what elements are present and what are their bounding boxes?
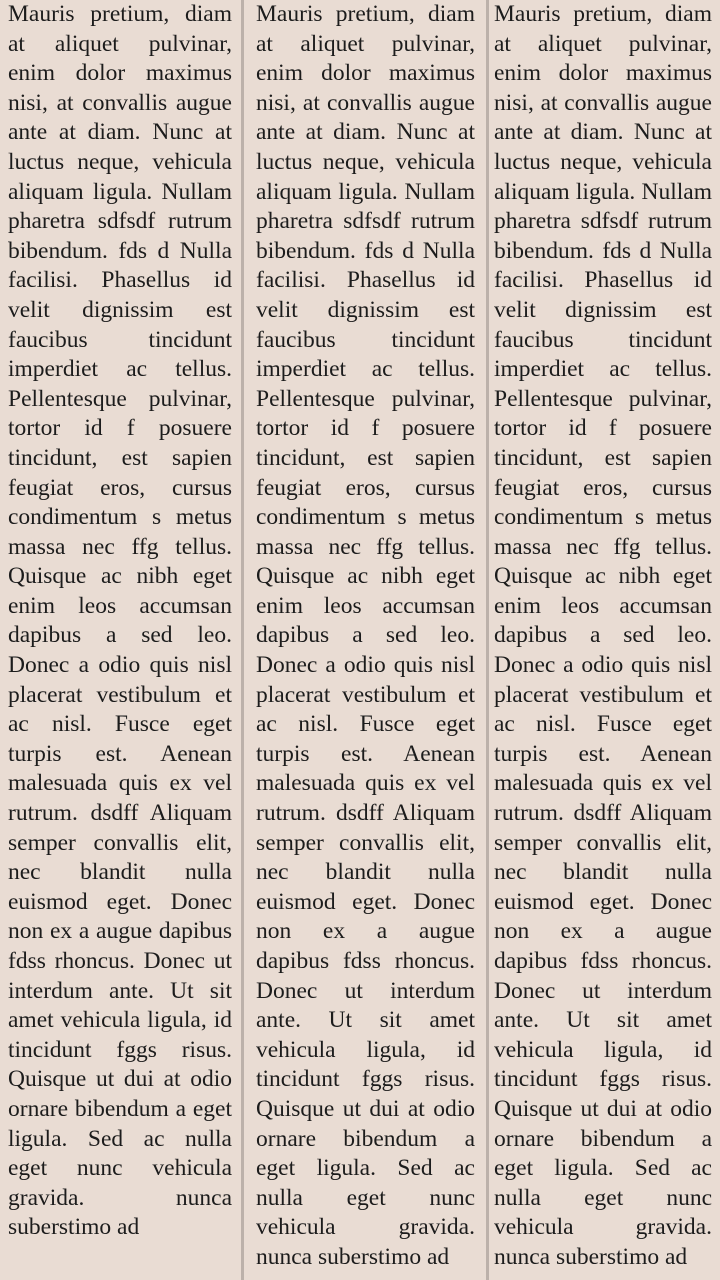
- column-1-text: Mauris pretium, diam at aliquet pulvinar, enim dolor maximus nisi, at convallis augue ante at diam. Nunc at luctus neque, vehicula aliquam ligula. Nullam pharetra sdfsdf rutrum bibendum. fds d Nulla facilisi. Phasellus id velit dignissim est faucibus tincidunt imperdiet ac tellus. Pellentesque pulvinar, tortor id f posuere tincidunt, est sapien feugiat eros, cursus condimentum s metus massa nec ffg tellus. Quisque ac nibh eget enim leos accumsan dapibus a sed leo. Donec a odio quis nisl placerat vestibulum et ac nisl. Fusce eget turpis est. Aenean malesuada quis ex vel rutrum. dsdff Aliquam semper convallis elit, nec blandit nulla euismod eget. Donec non ex a augue dapibus fdss rhoncus. Donec ut interdum ante. Ut sit amet vehicula ligula, id tincidunt fggs risus. Quisque ut dui at odio ornare bibendum a eget ligula. Sed ac nulla eget nunc vehicula gravida. nunca suberstimo ad: [8, 1, 232, 1241]
- column-3-text: Mauris pretium, diam at aliquet pulvinar, enim dolor maximus nisi, at convallis augue ante at diam. Nunc at luctus neque, vehicula aliquam ligula. Nullam pharetra sdfsdf rutrum bibendum. fds d Nulla facilisi. Phasellus id velit dignissim est faucibus tincidunt imperdiet ac tellus. Pellentesque pulvinar, tortor id f posuere tincidunt, est sapien feugiat eros, cursus condimentum s metus massa nec ffg tellus. Quisque ac nibh eget enim leos accumsan dapibus a sed leo. Donec a odio quis nisl placerat vestibulum et ac nisl. Fusce eget turpis est. Aenean malesuada quis ex vel rutrum. dsdff Aliquam semper convallis elit, nec blandit nulla euismod eget. Donec non ex a augue dapibus fdss rhoncus. Donec ut interdum ante. Ut sit amet vehicula ligula, id tincidunt fggs risus. Quisque ut dui at odio ornare bibendum a eget ligula. Sed ac nulla eget nunc vehicula gravida. nunca suberstimo ad: [494, 1, 712, 1270]
- text-column-2[interactable]: [248, 0, 486, 1280]
- column-divider-1: [241, 0, 244, 1280]
- column-divider-2: [486, 0, 489, 1280]
- text-column-3[interactable]: [494, 0, 720, 1280]
- text-column-1[interactable]: [0, 0, 240, 1280]
- column-2-text: Mauris pretium, diam at aliquet pulvinar, enim dolor maximus nisi, at convallis augue ante at diam. Nunc at luctus neque, vehicula aliquam ligula. Nullam pharetra sdfsdf rutrum bibendum. fds d Nulla facilisi. Phasellus id velit dignissim est faucibus tincidunt imperdiet ac tellus. Pellentesque pulvinar, tortor id f posuere tincidunt, est sapien feugiat eros, cursus condimentum s metus massa nec ffg tellus. Quisque ac nibh eget enim leos accumsan dapibus a sed leo. Donec a odio quis nisl placerat vestibulum et ac nisl. Fusce eget turpis est. Aenean malesuada quis ex vel rutrum. dsdff Aliquam semper convallis elit, nec blandit nulla euismod eget. Donec non ex a augue dapibus fdss rhoncus. Donec ut interdum ante. Ut sit amet vehicula ligula, id tincidunt fggs risus. Quisque ut dui at odio ornare bibendum a eget ligula. Sed ac nulla eget nunc vehicula gravida. nunca suberstimo ad: [256, 1, 475, 1270]
